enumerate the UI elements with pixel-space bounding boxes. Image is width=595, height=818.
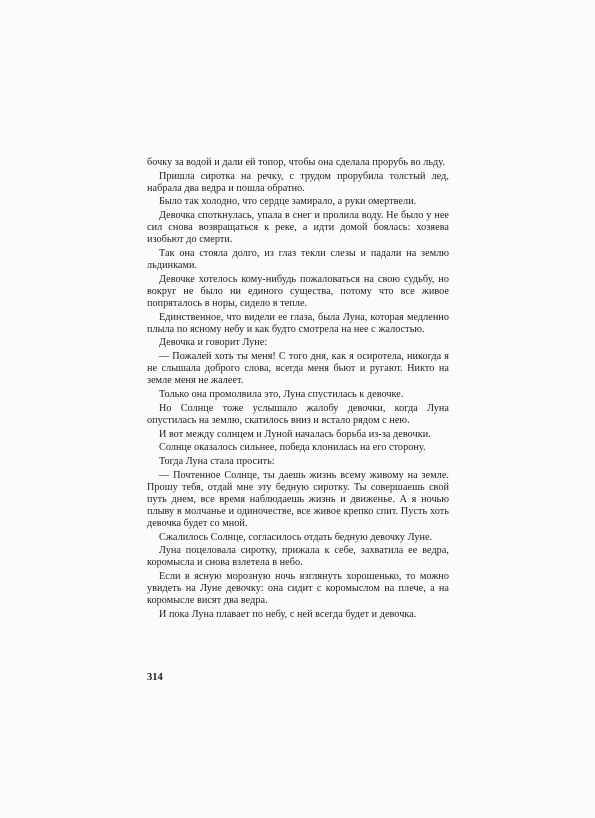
paragraph: Если в ясную морозную ночь взглянуть хорошенько, то можно увидеть на Луне девочку: она сидит с коромыслом на плече, а на коромысле висят два ведра. — [147, 571, 449, 607]
paragraph: Было так холодно, что сердце замирало, а руки омертвели. — [159, 196, 417, 208]
paragraph: Девочка и говорит Луне: — [159, 337, 268, 349]
paragraph: И вот между солнцем и Луной началась борьба из-за девочки. — [159, 428, 431, 440]
paragraph: — Почтенное Солнце, ты даешь жизнь всему живому на земле. Прошу тебя, отдай мне эту бедную сиротку. Ты совершаешь свой путь днем, все время наблюдаешь жизнь и движенье. А я ночью плыву в молчанье и одиночестве, все живое крепко спит. Пусть хоть девочка будет со мной. — [147, 469, 449, 529]
story-text — [147, 157, 449, 623]
paragraph: Так она стояла долго, из глаз текли слезы и падали на землю льдинками. — [147, 248, 449, 272]
paragraph: Единственное, что видели ее глаза, была Луна, которая медленно плыла по ясному небу и как будто смотрела на нее с жалостью. — [147, 311, 449, 335]
paragraph: Сжалилось Солнце, согласилось отдать бедную девочку Луне. — [159, 531, 433, 543]
paragraph: Девочке хотелось кому-нибудь пожаловаться на свою судьбу, но вокруг не было ни единого существа, потому что все живое попряталось в норы, сидело в тепле. — [147, 273, 449, 309]
paragraph: Девочка споткнулась, упала в снег и пролила воду. Не было у нее сил снова возвращаться к реке, а идти домой боялась: хозяева изобьют до смерти. — [147, 210, 449, 246]
paragraph: Только она промолвила это, Луна спустилась к девочке. — [159, 389, 404, 401]
paragraph: Тогда Луна стала просить: — [159, 455, 275, 467]
paragraph: бочку за водой и дали ей топор, чтобы она сделала прорубь во льду. — [147, 157, 445, 168]
paragraph: Но Солнце тоже услышало жалобу девочки, когда Луна опустилась на землю, скатилось вниз и встало рядом с нею. — [147, 402, 449, 426]
paragraph: Пришла сиротка на речку, с трудом прорубила толстый лед, набрала два ведра и пошла обратно. — [147, 170, 449, 194]
paragraph: Луна поцеловала сиротку, прижала к себе, захватила ее ведра, коромысла и снова взлетела в небо. — [147, 545, 449, 569]
paragraph: Солнце оказалось сильнее, победа клонилась на его сторону. — [159, 442, 426, 454]
paragraph: И пока Луна плавает по небу, с ней всегда будет и девочка. — [159, 608, 417, 620]
paragraph: — Пожалей хоть ты меня! С того дня, как я осиротела, никогда я не слышала доброго слова, всегда меня бьют и ругают. Никто на земле меня не жалеет. — [147, 351, 449, 387]
page-number: 314 — [147, 672, 163, 683]
